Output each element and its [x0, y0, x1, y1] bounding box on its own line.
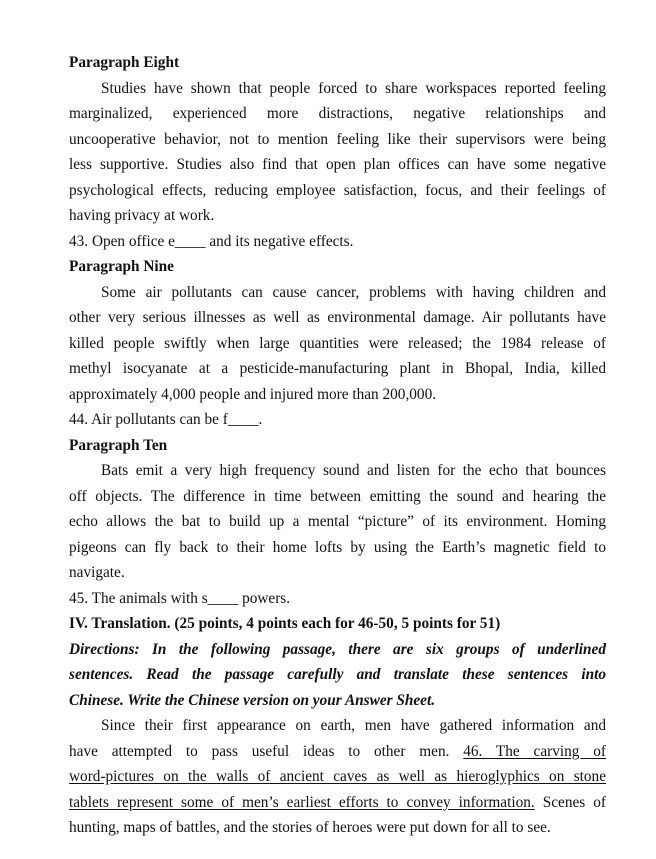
question-43: 43. Open office e____ and its negative effects.	[69, 232, 354, 250]
directions-line: sentences. Read the passage carefully and translate these sentences into	[69, 666, 606, 683]
paragraph-eight-line: less supportive. Studies also find that open plan offices can have some negative	[69, 156, 606, 173]
paragraph-nine-line: approximately 4,000 people and injured more than 200,000.	[69, 385, 437, 403]
paragraph-eight-line: marginalized, experienced more distractions, negative relationships and	[69, 105, 606, 122]
underlined-sentence-46: tablets represent some of men’s earliest efforts to convey information.	[69, 793, 535, 811]
document-page	[69, 50, 606, 841]
question-44: 44. Air pollutants can be f____.	[69, 411, 263, 428]
paragraph-nine-line: killed people swiftly when large quantities were released; the 1984 release of	[69, 334, 606, 352]
paragraph-ten-line: echo allows the bat to build up a mental “picture” of its environment. Homing	[69, 513, 606, 530]
paragraph-nine-heading: Paragraph Nine	[69, 258, 174, 275]
paragraph-eight-line: psychological effects, reducing employee satisfaction, focus, and their feelings of	[69, 181, 606, 199]
paragraph-eight-line: uncooperative behavior, not to mention feeling like their supervisors were being	[69, 130, 606, 148]
underlined-sentence-46: word-pictures on the walls of ancient caves as well as hieroglyphics on stone	[69, 768, 606, 785]
paragraph-ten-line: off objects. The difference in time between emitting the sound and hearing the	[69, 487, 606, 505]
paragraph-ten-line: Bats emit a very high frequency sound and listen for the echo that bounces	[101, 462, 606, 479]
paragraph-eight-line: Studies have shown that people forced to share workspaces reported feeling	[101, 79, 606, 97]
paragraph-eight-heading: Paragraph Eight	[69, 54, 180, 71]
paragraph-eight-line: having privacy at work.	[69, 207, 215, 224]
directions-line: Chinese. Write the Chinese version on your Answer Sheet.	[69, 691, 436, 709]
passage-line	[69, 790, 606, 816]
section-title: IV. Translation. (25 points, 4 points each for 46-50, 5 points for 51)	[69, 615, 501, 632]
passage-line	[69, 764, 606, 790]
paragraph-ten-heading: Paragraph Ten	[69, 436, 168, 454]
directions-line: Directions: In the following passage, there are six groups of underlined	[69, 640, 606, 658]
paragraph-nine-line: methyl isocyanate at a pesticide-manufacturing plant in Bhopal, India, killed	[69, 360, 606, 377]
paragraph-ten-line: pigeons can fly back to their home lofts by using the Earth’s magnetic field to	[69, 538, 606, 556]
passage-text: Scenes of	[534, 793, 606, 811]
passage-text: have attempted to pass useful ideas to other men.	[69, 742, 464, 760]
passage-line: hunting, maps of battles, and the stories of heroes were put down for all to see.	[69, 819, 551, 836]
paragraph-nine-line: other very serious illnesses as well as environmental damage. Air pollutants have	[69, 309, 606, 326]
underlined-sentence-46: 46. The carving of	[463, 742, 606, 760]
passage-line	[69, 739, 606, 765]
passage-line: Since their first appearance on earth, men have gathered information and	[101, 717, 606, 734]
question-45: 45. The animals with s____ powers.	[69, 589, 291, 607]
paragraph-ten-line: navigate.	[69, 564, 125, 581]
paragraph-nine-line: Some air pollutants can cause cancer, problems with having children and	[101, 283, 606, 301]
